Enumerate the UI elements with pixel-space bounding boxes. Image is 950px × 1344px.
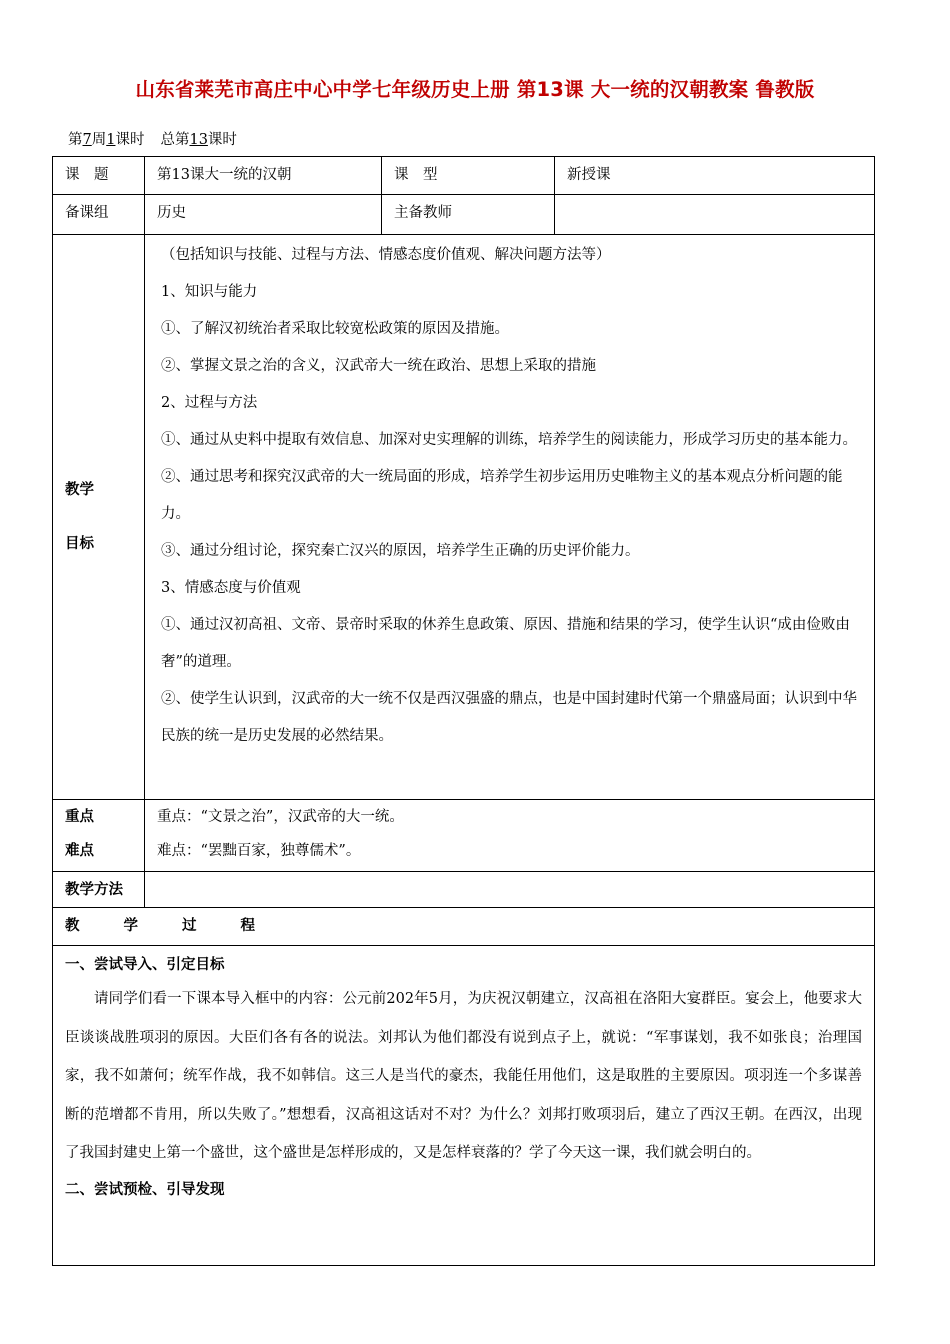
meta-text: 第 [68, 132, 83, 148]
document-title: 山东省莱芜市高庄中心中学七年级历史上册 第13课 大一统的汉朝教案 鲁教版 [135, 78, 815, 101]
goals-line: ②、掌握文景之治的含义，汉武帝大一统在政治、思想上采取的措施 [161, 358, 596, 374]
method-label: 教学方法 [65, 882, 123, 898]
method-row [53, 872, 875, 908]
goals-line: ②、通过思考和探究汉武帝的大一统局面的形成，培养学生初步运用历史唯物主义的基本观点分析问题的能力。 [161, 469, 843, 522]
goals-line: 3、情感态度与价值观 [161, 580, 301, 596]
process-header-row [53, 908, 875, 946]
meta-text: 课时 [207, 132, 237, 148]
goals-line: ①、通过汉初高祖、文帝、景帝时采取的休养生息政策、原因、措施和结果的学习，使学生认识“成由俭败由奢”的道理。 [161, 617, 850, 670]
goals-content [145, 235, 874, 755]
keypoints-label [53, 800, 144, 868]
type-value: 新授课 [567, 167, 611, 183]
goals-line: ③、通过分组讨论，探究秦亡汉兴的原因，培养学生正确的历史评价能力。 [161, 543, 640, 559]
meta-text: 周 [91, 132, 107, 148]
process-body-row [53, 946, 875, 1266]
process-header-char: 学 [123, 918, 138, 934]
total-period-number: 13 [189, 132, 208, 148]
goals-line: ①、了解汉初统治者采取比较宽松政策的原因及措施。 [161, 321, 509, 337]
process-header-char: 过 [182, 918, 197, 934]
keypoints-label-line: 重点 [65, 809, 94, 825]
week-number: 7 [82, 132, 92, 148]
difficult-point: 难点：“罢黜百家，独尊儒术”。 [157, 843, 361, 859]
lesson-plan-table [52, 156, 875, 1266]
goals-label [53, 463, 144, 571]
goals-label-line: 教学 [65, 482, 94, 498]
section-heading: 二、尝试预检、引导发现 [65, 1181, 225, 1198]
process-body [53, 946, 874, 1205]
goals-line: ②、使学生认识到，汉武帝的大一统不仅是西汉强盛的鼎点，也是中国封建时代第一个鼎盛局面；认识到中华民族的统一是历史发展的必然结果。 [161, 691, 857, 744]
goals-row [53, 235, 875, 800]
method-value [145, 872, 874, 878]
process-header-char: 教 [65, 918, 80, 934]
lesson-meta [68, 128, 237, 149]
period-number: 1 [106, 132, 116, 148]
teacher-label: 主备教师 [394, 205, 452, 221]
topic-label: 课 题 [65, 167, 109, 183]
keypoints-content [145, 800, 874, 868]
type-label: 课 型 [394, 167, 438, 183]
group-value: 历史 [157, 205, 186, 221]
teacher-value [555, 195, 874, 201]
section-heading: 一、尝试导入、引定目标 [65, 957, 225, 973]
key-point: 重点：“文景之治”，汉武帝的大一统。 [157, 809, 404, 825]
group-row [53, 195, 875, 235]
goals-line: ①、通过从史料中提取有效信息、加深对史实理解的训练，培养学生的阅读能力，形成学习历史的基本能力。 [161, 432, 857, 448]
group-label: 备课组 [65, 205, 109, 221]
topic-row [53, 157, 875, 195]
goals-label-line: 目标 [65, 536, 94, 552]
goals-line: （包括知识与技能、过程与方法、情感态度价值观、解决问题方法等） [161, 247, 611, 263]
process-header-char: 程 [240, 918, 255, 934]
meta-text: 课时 [115, 132, 145, 148]
keypoints-row [53, 800, 875, 872]
goals-line: 2、过程与方法 [161, 395, 258, 411]
section-paragraph: 请同学们看一下课本导入框中的内容：公元前202年5月，为庆祝汉朝建立，汉高祖在洛阳大宴群臣。宴会上，他要求大臣谈谈战胜项羽的原因。大臣们各有各的说法。刘邦认为他们都没有说到点子上，就说：“军事谋划，我不如张良；治理国家，我不如萧何；统军作战，我不如韩信。这三人是当代的豪杰，我能任用他们，这是取胜的主要原因。项羽连一个多谋善断的范增都不肯用，所以失败了。”想想看，汉高祖这话对不对？为什么？刘邦打败项羽后，建立了西汉王朝。在西汉，出现了我国封建史上第一个盛世，这个盛世是怎样形成的，又是怎样衰落的？学了今天这一课，我们就会明白的。 [65, 991, 862, 1161]
topic-value: 第13课大一统的汉朝 [157, 167, 292, 183]
keypoints-label-line: 难点 [65, 843, 94, 859]
meta-text: 总第 [160, 132, 190, 148]
process-header [53, 908, 874, 944]
goals-line: 1、知识与能力 [161, 284, 258, 300]
